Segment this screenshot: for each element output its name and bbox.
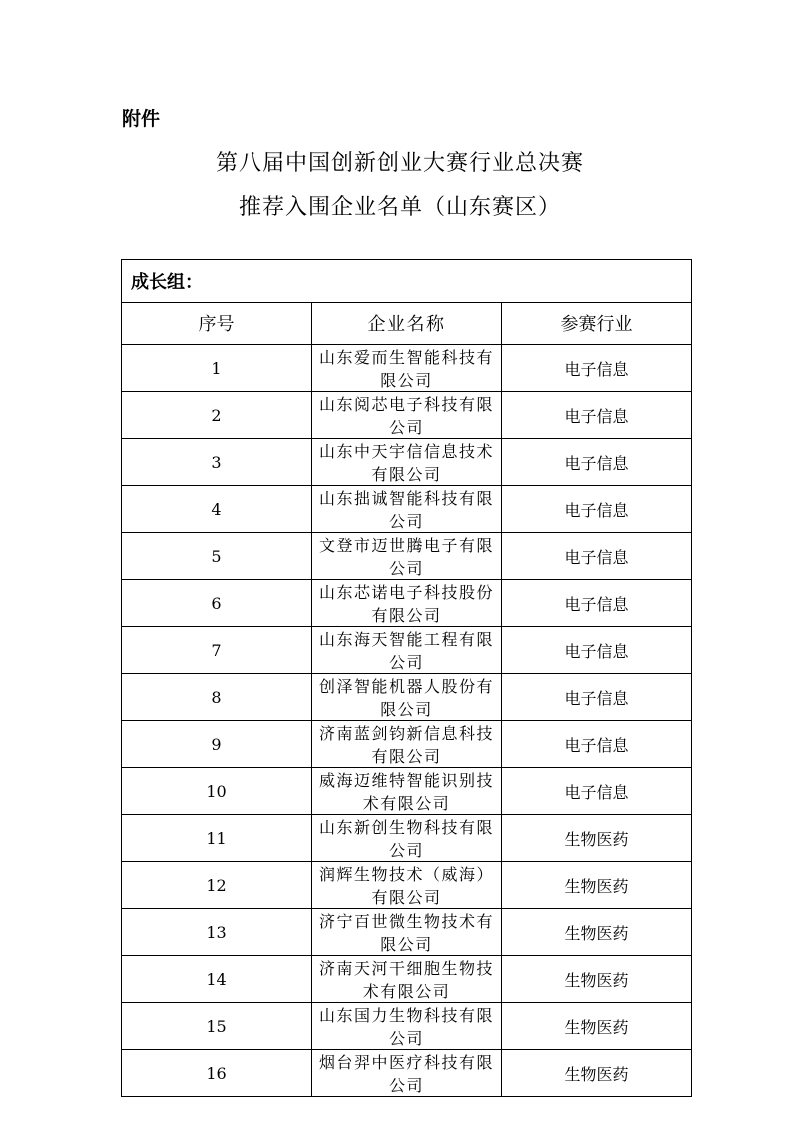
industry: 电子信息 <box>502 580 692 627</box>
table-row <box>122 439 692 486</box>
row-number: 5 <box>122 533 312 580</box>
table-row <box>122 768 692 815</box>
industry: 生物医药 <box>502 956 692 1003</box>
row-number: 15 <box>122 1003 312 1050</box>
table-row <box>122 486 692 533</box>
header-industry: 参赛行业 <box>502 302 692 345</box>
table-row <box>122 392 692 439</box>
row-number: 4 <box>122 486 312 533</box>
table-row <box>122 1003 692 1050</box>
company-name: 山东阅芯电子科技有限公司 <box>312 392 502 439</box>
row-number: 13 <box>122 909 312 956</box>
company-name: 烟台羿中医疗科技有限公司 <box>312 1050 502 1097</box>
group-row <box>122 260 692 303</box>
industry: 生物医药 <box>502 1050 692 1097</box>
row-number: 7 <box>122 627 312 674</box>
company-name: 威海迈维特智能识别技术有限公司 <box>312 768 502 815</box>
industry: 电子信息 <box>502 533 692 580</box>
row-number: 10 <box>122 768 312 815</box>
company-name: 润辉生物技术（威海）有限公司 <box>312 862 502 909</box>
company-name: 济南天河干细胞生物技术有限公司 <box>312 956 502 1003</box>
industry: 电子信息 <box>502 392 692 439</box>
row-number: 11 <box>122 815 312 862</box>
table-row <box>122 533 692 580</box>
company-name: 山东爱而生智能科技有限公司 <box>312 345 502 392</box>
industry: 电子信息 <box>502 674 692 721</box>
company-name: 济南蓝剑钧新信息科技有限公司 <box>312 721 502 768</box>
industry: 生物医药 <box>502 862 692 909</box>
company-name: 山东海天智能工程有限公司 <box>312 627 502 674</box>
company-name: 济宁百世微生物技术有限公司 <box>312 909 502 956</box>
industry: 生物医药 <box>502 815 692 862</box>
row-number: 1 <box>122 345 312 392</box>
industry: 电子信息 <box>502 486 692 533</box>
group-label: 成长组： <box>122 260 692 303</box>
row-number: 9 <box>122 721 312 768</box>
row-number: 2 <box>122 392 312 439</box>
company-name: 山东新创生物科技有限公司 <box>312 815 502 862</box>
row-number: 12 <box>122 862 312 909</box>
industry: 电子信息 <box>502 439 692 486</box>
company-name: 山东芯诺电子科技股份有限公司 <box>312 580 502 627</box>
company-name: 山东拙诚智能科技有限公司 <box>312 486 502 533</box>
attachment-label: 附件 <box>122 108 161 130</box>
header-name: 企业名称 <box>312 302 502 345</box>
table-row <box>122 956 692 1003</box>
table-row <box>122 721 692 768</box>
row-number: 8 <box>122 674 312 721</box>
company-name: 山东中天宇信信息技术有限公司 <box>312 439 502 486</box>
table-row <box>122 674 692 721</box>
industry: 电子信息 <box>502 768 692 815</box>
industry: 电子信息 <box>502 721 692 768</box>
company-name: 文登市迈世腾电子有限公司 <box>312 533 502 580</box>
industry: 生物医药 <box>502 1003 692 1050</box>
table-row <box>122 815 692 862</box>
row-number: 6 <box>122 580 312 627</box>
industry: 电子信息 <box>502 345 692 392</box>
row-number: 3 <box>122 439 312 486</box>
document-title: 第八届中国创新创业大赛行业总决赛 <box>215 151 584 176</box>
industry: 生物医药 <box>502 909 692 956</box>
company-name: 创泽智能机器人股份有限公司 <box>312 674 502 721</box>
table-row <box>122 345 692 392</box>
industry: 电子信息 <box>502 627 692 674</box>
row-number: 16 <box>122 1050 312 1097</box>
row-number: 14 <box>122 956 312 1003</box>
enterprise-table <box>121 259 692 1097</box>
header-row <box>122 302 692 345</box>
table-row <box>122 862 692 909</box>
document-subtitle: 推荐入围企业名单（山东赛区） <box>238 195 561 220</box>
table-row <box>122 1050 692 1097</box>
table-row <box>122 627 692 674</box>
table-row <box>122 909 692 956</box>
header-no: 序号 <box>122 302 312 345</box>
company-name: 山东国力生物科技有限公司 <box>312 1003 502 1050</box>
table-row <box>122 580 692 627</box>
